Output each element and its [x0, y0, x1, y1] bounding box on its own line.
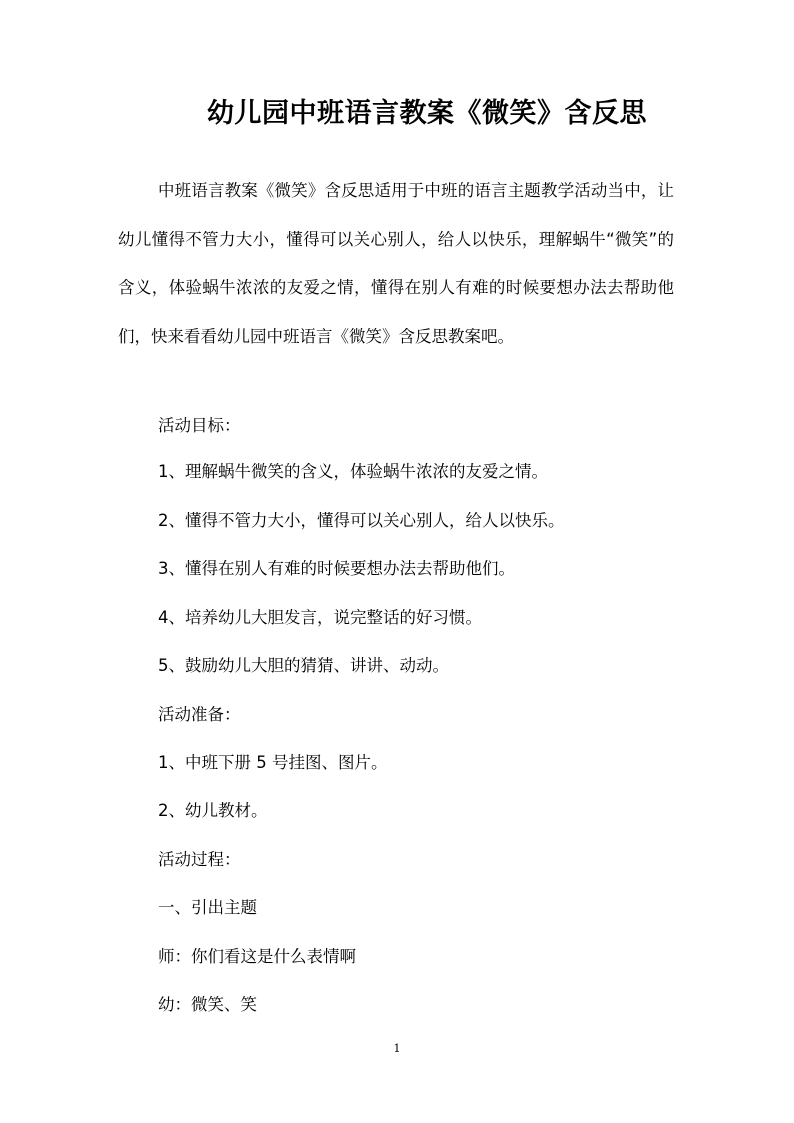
- section-heading-goals: 活动目标：: [158, 416, 241, 435]
- goal-item-3: 3、懂得在别人有难的时候要想办法去帮助他们。: [158, 559, 515, 578]
- goal-item-5: 5、鼓励幼儿大胆的猜猜、讲讲、动动。: [158, 656, 449, 675]
- intro-paragraph: 中班语言教案《微笑》含反思适用于中班的语言主题教学活动当中，让幼儿懂得不管力大小，懂得可以关心别人，给人以快乐，理解蜗牛“微笑”的含义，体验蜗牛浓浓的友爱之情，懂得在别人有难的时候要想办法去帮助他们，快来看看幼儿园中班语言《微笑》含反思教案吧。: [118, 181, 674, 346]
- page-number: 1: [393, 1042, 401, 1055]
- dialogue-line-teacher: 师：你们看这是什么表情啊: [158, 947, 356, 966]
- document-title: 幼儿园中班语言教案《微笑》含反思: [207, 98, 647, 129]
- preparation-item-2: 2、幼儿教材。: [158, 801, 268, 820]
- section-heading-preparation: 活动准备：: [158, 705, 241, 724]
- process-step-heading: 一、引出主题: [158, 898, 257, 917]
- goal-item-2: 2、懂得不管力大小，懂得可以关心别人，给人以快乐。: [158, 511, 565, 530]
- section-heading-process: 活动过程：: [158, 850, 241, 869]
- dialogue-line-child: 幼：微笑、笑: [158, 995, 257, 1014]
- goal-item-1: 1、理解蜗牛微笑的含义，体验蜗牛浓浓的友爱之情。: [158, 462, 548, 481]
- goal-item-4: 4、培养幼儿大胆发言，说完整话的好习惯。: [158, 608, 482, 627]
- preparation-item-1: 1、中班下册 5 号挂图、图片。: [158, 753, 388, 772]
